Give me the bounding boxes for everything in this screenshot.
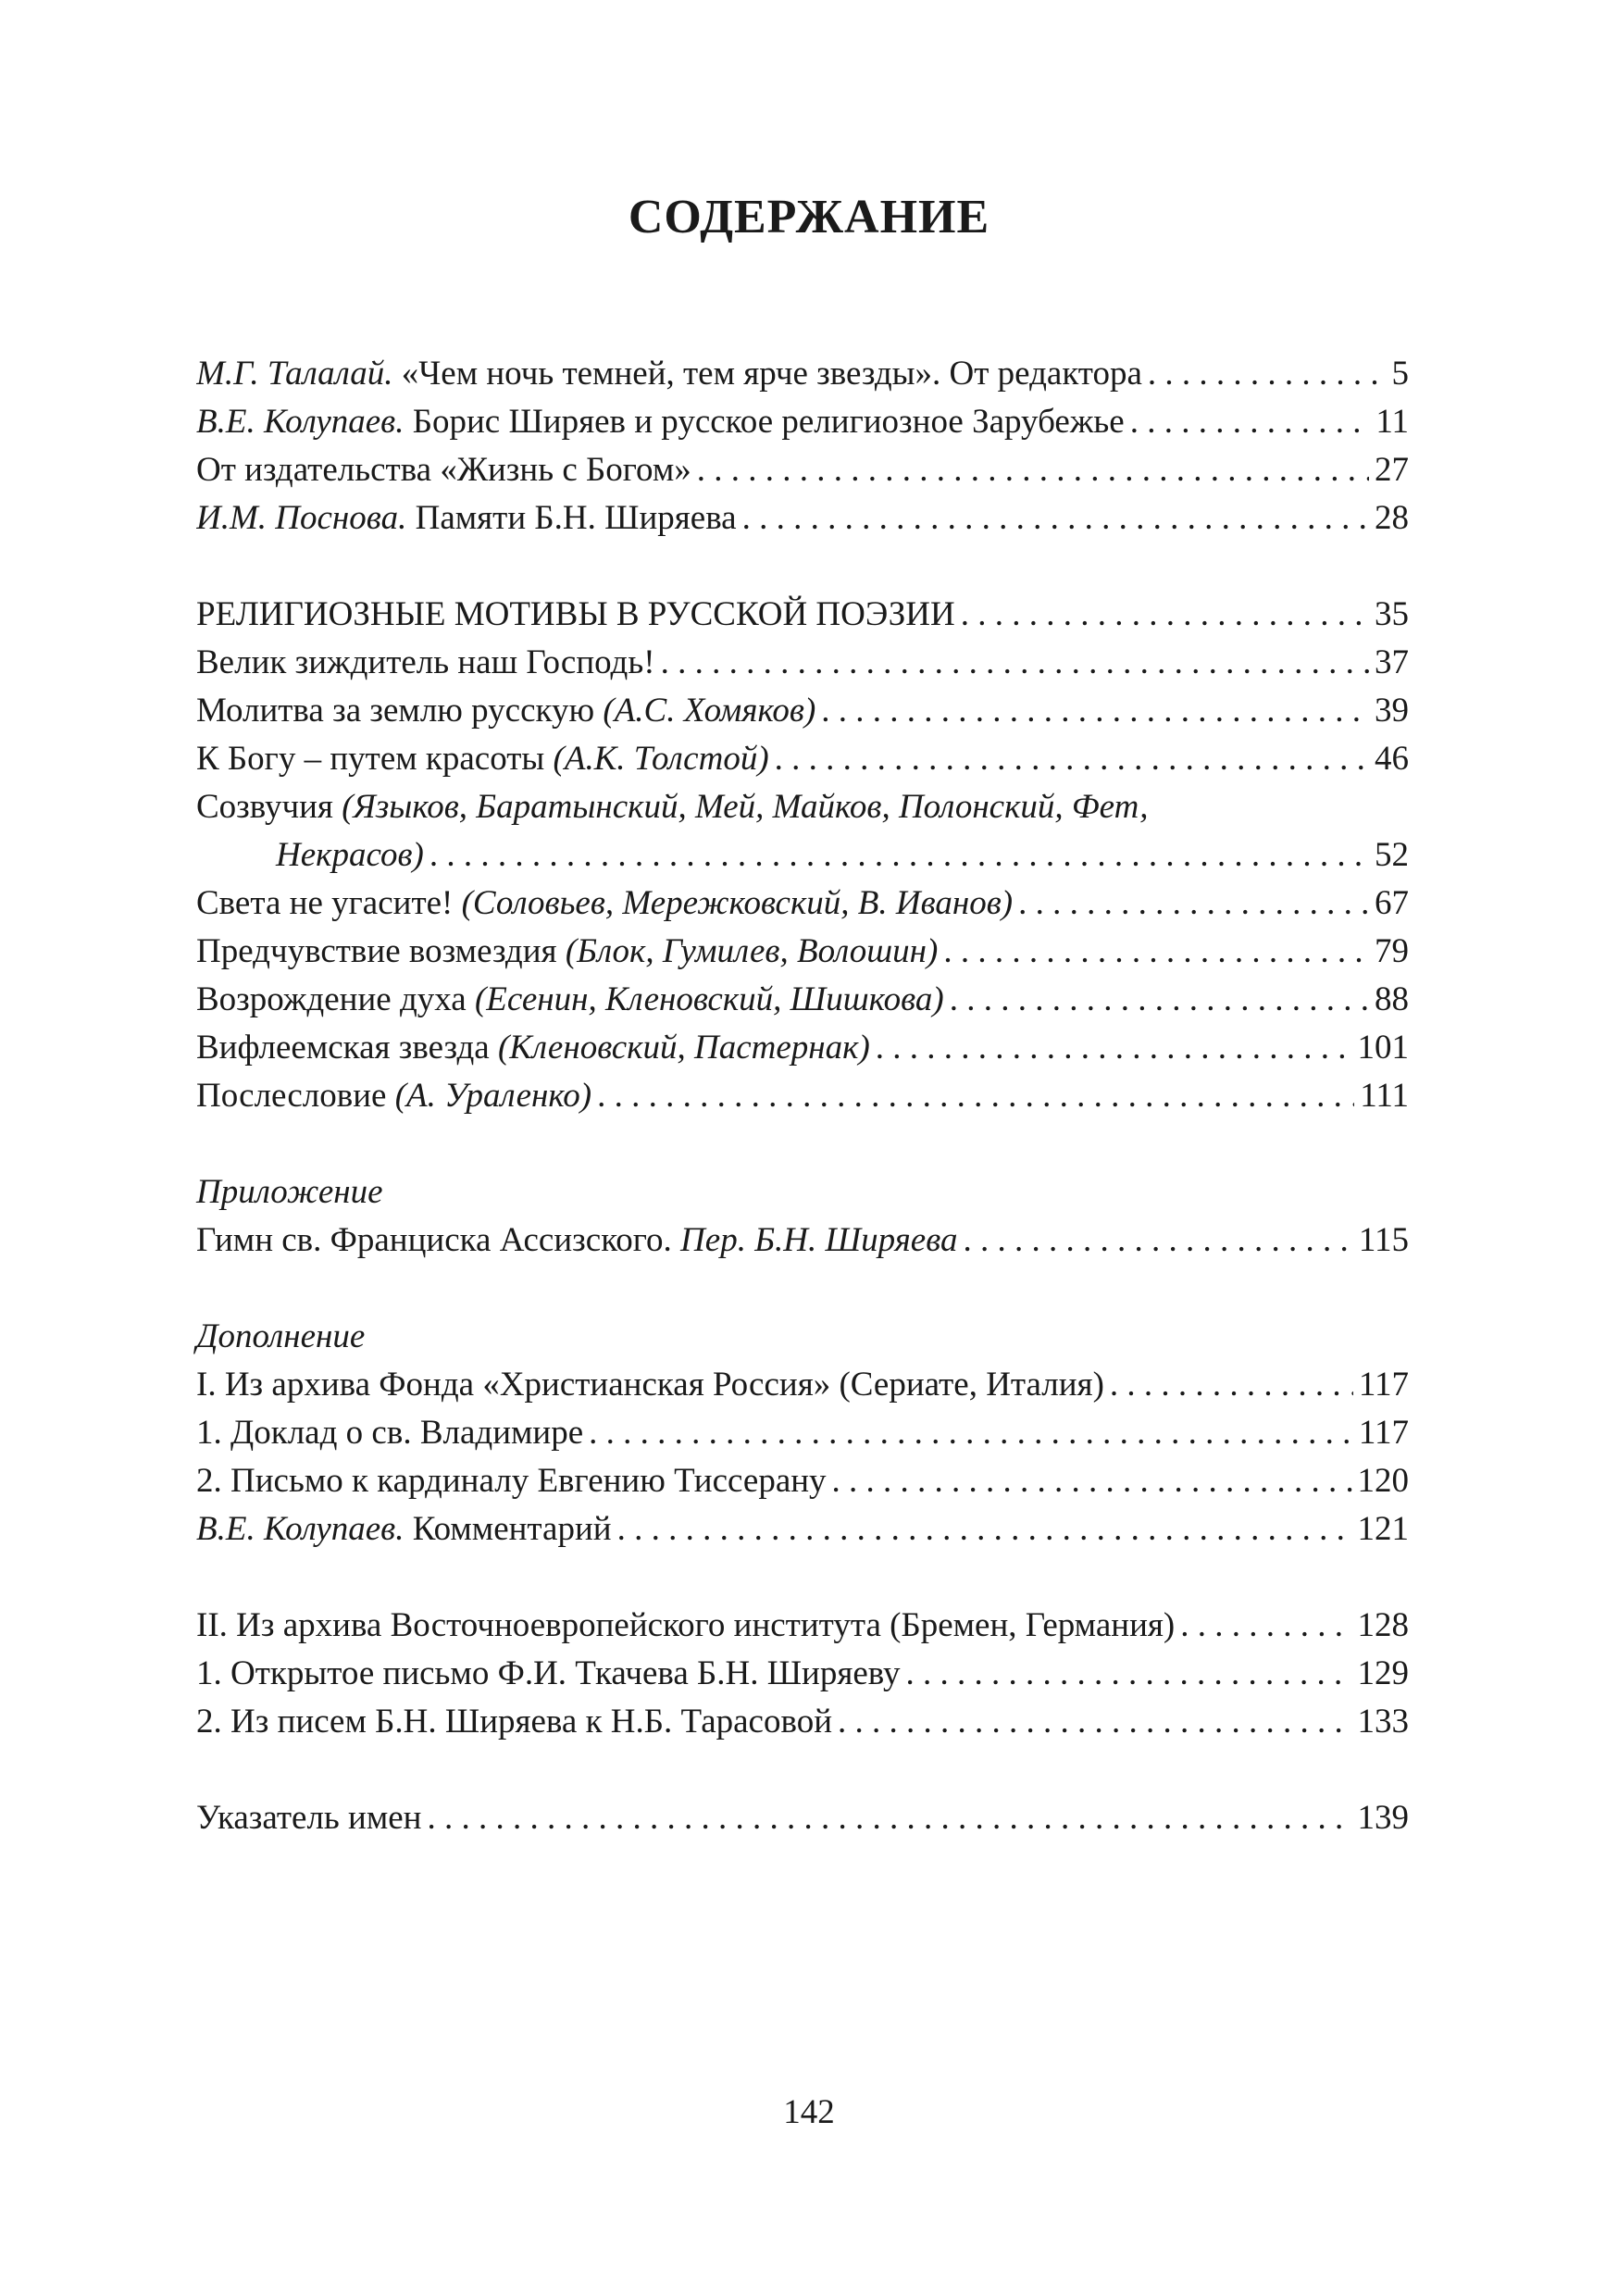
entry-page-number: 39 [1375, 692, 1409, 730]
entry-title: 1. Открытое письмо Ф.И. Ткачева Б.Н. Ширяеву [196, 1654, 901, 1692]
dot-leader [427, 1794, 1351, 1842]
entry-title: Комментарий [412, 1510, 612, 1548]
table-of-contents [196, 350, 1409, 1842]
toc-entry[interactable] [196, 976, 1409, 1024]
entry-poets: (Языков, Баратынский, Мей, Майков, Полонский, Фет, [342, 788, 1149, 826]
dot-leader [1148, 350, 1387, 398]
dot-leader [1130, 398, 1371, 446]
dot-leader [429, 831, 1369, 880]
dot-leader [697, 446, 1369, 494]
entry-poets: Некрасов) [276, 836, 424, 874]
entry-page-number: 27 [1375, 451, 1409, 489]
entry-poets: (Соловьев, Мережковский, В. Иванов) [461, 884, 1014, 922]
dot-leader [661, 639, 1369, 687]
entry-author: В.Е. Колупаев. [196, 1510, 404, 1548]
page-title: СОДЕРЖАНИЕ [628, 191, 990, 243]
entry-page-number: 120 [1357, 1462, 1409, 1500]
dot-leader [950, 976, 1369, 1024]
entry-title: Указатель имен [196, 1799, 422, 1837]
entry-title: Борис Ширяев и русское религиозное Зарубежье [412, 403, 1125, 441]
entry-title: Созвучия [196, 788, 333, 826]
spacer [196, 1554, 1409, 1602]
entry-title: Возрождение духа [196, 980, 467, 1018]
toc-entry-supplement[interactable] [196, 1505, 1409, 1554]
dot-leader [906, 1650, 1352, 1698]
spacer [196, 1120, 1409, 1168]
entry-poets: (А. Ураленко) [394, 1077, 592, 1115]
entry-title: 2. Из писем Б.Н. Ширяева к Н.Б. Тарасовой [196, 1703, 832, 1741]
entry-title: I. Из архива Фонда «Христианская Россия» (Сериате, Италия) [196, 1366, 1104, 1404]
entry-page-number: 37 [1375, 643, 1409, 681]
dot-leader [832, 1457, 1352, 1505]
toc-entry-supplement[interactable] [196, 1361, 1409, 1409]
entry-title: 1. Доклад о св. Владимире [196, 1414, 584, 1452]
entry-title: 2. Письмо к кардиналу Евгению Тиссерану [196, 1462, 827, 1500]
entry-page-number: 133 [1357, 1703, 1409, 1741]
entry-page-number: 5 [1391, 355, 1409, 393]
page-number: 142 [783, 2093, 835, 2131]
dot-leader [961, 591, 1369, 639]
entry-title: К Богу – путем красоты [196, 740, 545, 778]
entry-page-number: 79 [1375, 932, 1409, 970]
toc-entry-supplement[interactable] [196, 1457, 1409, 1505]
toc-entry-kolupaev[interactable] [196, 398, 1409, 446]
dot-leader [876, 1024, 1352, 1072]
toc-entry-publisher[interactable] [196, 446, 1409, 494]
entry-poets: (А.К. Толстой) [553, 740, 769, 778]
entry-poets: (Есенин, Кленовский, Шишкова) [474, 980, 944, 1018]
toc-entry[interactable] [196, 639, 1409, 687]
toc-entry[interactable] [196, 783, 1409, 831]
dot-leader [943, 928, 1369, 976]
entry-page-number: 67 [1375, 884, 1409, 922]
entry-title: Послесловие [196, 1077, 387, 1115]
toc-entry-appendix[interactable] [196, 1217, 1409, 1265]
dot-leader [1018, 880, 1369, 928]
entry-title: Молитва за землю русскую [196, 692, 595, 730]
entry-author: М.Г. Талалай. [196, 355, 393, 393]
entry-page-number: 111 [1360, 1077, 1409, 1115]
dot-leader [775, 735, 1369, 783]
toc-entry[interactable] [196, 1072, 1409, 1120]
entry-title: Света не угасите! [196, 884, 454, 922]
dot-leader [589, 1409, 1353, 1457]
dot-leader [964, 1217, 1353, 1265]
toc-entry[interactable] [196, 687, 1409, 735]
entry-title: Памяти Б.Н. Ширяева [415, 499, 737, 537]
entry-page-number: 35 [1375, 595, 1409, 633]
toc-section-heading[interactable] [196, 591, 1409, 639]
spacer [196, 1265, 1409, 1313]
entry-page-number: 139 [1357, 1799, 1409, 1837]
supplement-label: Дополнение [196, 1317, 366, 1355]
appendix-label: Приложение [196, 1173, 383, 1211]
toc-entry-supplement[interactable] [196, 1602, 1409, 1650]
entry-author: И.М. Поснова. [196, 499, 407, 537]
entry-poets: (Блок, Гумилев, Волошин) [565, 932, 939, 970]
section-heading-title: РЕЛИГИОЗНЫЕ МОТИВЫ В РУССКОЙ ПОЭЗИИ [196, 595, 955, 633]
entry-title: Гимн св. Франциска Ассизского. [196, 1221, 672, 1259]
spacer [196, 543, 1409, 591]
entry-translator: Пер. Б.Н. Ширяева [680, 1221, 958, 1259]
entry-page-number: 128 [1357, 1606, 1409, 1644]
dot-leader [597, 1072, 1354, 1120]
dot-leader [1180, 1602, 1351, 1650]
toc-entry-supplement[interactable] [196, 1698, 1409, 1746]
entry-title: Велик зиждитель наш Господь! [196, 643, 655, 681]
entry-page-number: 46 [1375, 740, 1409, 778]
entry-author: В.Е. Колупаев. [196, 403, 404, 441]
toc-entry-supplement[interactable] [196, 1409, 1409, 1457]
entry-title: Вифлеемская звезда [196, 1029, 490, 1067]
dot-leader [1110, 1361, 1353, 1409]
toc-entry-index[interactable] [196, 1794, 1409, 1842]
toc-entry[interactable] [196, 880, 1409, 928]
toc-entry[interactable] [196, 1024, 1409, 1072]
entry-page-number: 11 [1375, 403, 1409, 441]
entry-page-number: 101 [1357, 1029, 1409, 1067]
entry-title: II. Из архива Восточноевропейского института (Бремен, Германия) [196, 1606, 1176, 1644]
toc-entry-supplement[interactable] [196, 1650, 1409, 1698]
dot-leader [821, 687, 1369, 735]
dot-leader [617, 1505, 1352, 1554]
entry-page-number: 129 [1357, 1654, 1409, 1692]
entry-poets: (Кленовский, Пастернак) [497, 1029, 870, 1067]
dot-leader [742, 494, 1369, 543]
entry-page-number: 52 [1375, 836, 1409, 874]
entry-poets: (А.С. Хомяков) [603, 692, 816, 730]
toc-entry[interactable] [196, 735, 1409, 783]
entry-title: От издательства «Жизнь с Богом» [196, 451, 691, 489]
entry-page-number: 115 [1358, 1221, 1409, 1259]
spacer [196, 1746, 1409, 1794]
dot-leader [838, 1698, 1352, 1746]
entry-title: «Чем ночь темней, тем ярче звезды». От редактора [401, 355, 1142, 393]
entry-page-number: 117 [1358, 1366, 1409, 1404]
entry-title: Предчувствие возмездия [196, 932, 557, 970]
toc-entry-continuation[interactable] [196, 831, 1409, 880]
entry-page-number: 121 [1357, 1510, 1409, 1548]
entry-page-number: 28 [1375, 499, 1409, 537]
entry-page-number: 88 [1375, 980, 1409, 1018]
toc-entry-posnova[interactable] [196, 494, 1409, 543]
toc-entry[interactable] [196, 928, 1409, 976]
entry-page-number: 117 [1358, 1414, 1409, 1452]
toc-entry-editor[interactable] [196, 350, 1409, 398]
